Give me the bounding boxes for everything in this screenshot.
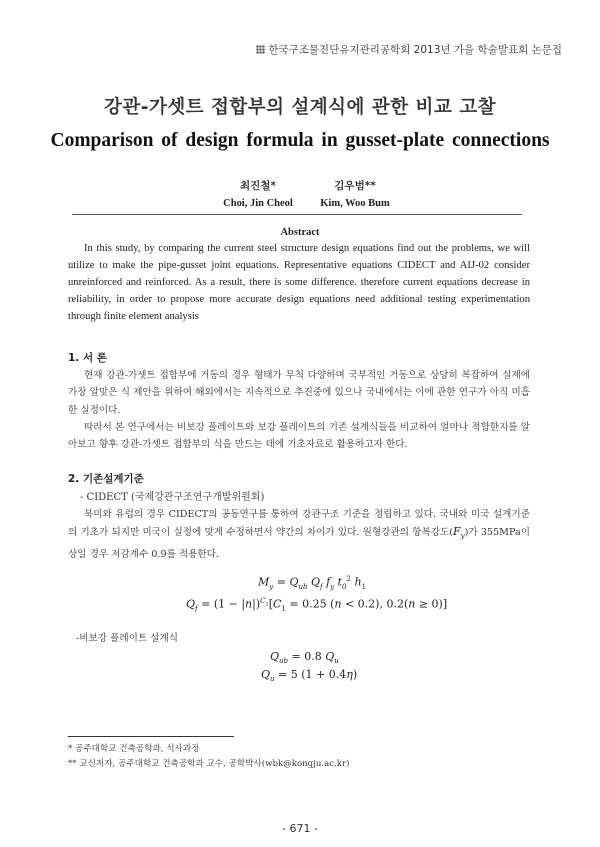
english-title: Comparison of design formula in gusset-plate connections	[50, 130, 550, 151]
section-2-heading: 2. 기존설계기준	[68, 473, 144, 485]
cidect-item: - CIDECT (국제강관구조연구개발위원회)	[80, 492, 265, 503]
running-header	[0, 42, 562, 57]
yield-strength-symbol: $F_y$	[453, 525, 465, 541]
section-1-paragraph-1: 현재 강관-가셋트 접합부에 거동의 경우 형태가 무척 다양하며 국부적인 거동으로 상당히 복잡하여 실제에 가장 알맞은 식 제안을 위하여 해외에서는 지속적으로 추진중에 있으나 국내에서는 이에 관한 연구가 아직 미흡한 실정이다.	[68, 370, 530, 416]
paragraph-part-1: 북미와 유럽의 경우 CIDECT의 공동연구를 통하여 강관구조 기준을 정립하고 있다. 국내와 미국 설계기준의 기초가 되지만 미국이 실정에 맞게 수정하면서 약간의 차이가 있다. 원형강관의 항복강도(	[68, 509, 530, 539]
paragraph-part-2: )가 355MPa이상일 경우 저감계수 0.9를 적용한다.	[68, 527, 530, 560]
section-2-paragraph	[68, 506, 530, 563]
abstract-heading: Abstract	[280, 227, 320, 238]
equation-qub: $Q_{ub} = 0.8$ $Q_u$	[270, 650, 339, 666]
unreinforced-item: -비보강 플레이트 설계식	[76, 633, 179, 644]
header-text: 한국구조물진단유지관리공학회 2013년 가을 학술발표회 논문집	[268, 44, 562, 56]
author-1-english-name: Choi, Jin Cheol	[223, 198, 293, 209]
section-1-paragraph-2: 따라서 본 연구에서는 비보강 플레이트와 보강 플레이트의 기존 설계식들을 비교하여 얼마나 적합한지를 알아보고 향후 강관-가셋트 접합부의 식을 만드는 데에 기초자료로 활용하고자 한다.	[68, 422, 530, 451]
divider-line	[72, 214, 522, 215]
equation-qu: $Q_u = 5$ (1 + 0.4η)	[261, 668, 358, 684]
footnote-1: * 공주대학교 건축공학과, 석사과정	[68, 744, 200, 754]
footnote-rule	[68, 736, 234, 737]
equation-qf: $Q_f = (1 - |n|)^{C_1}[C_1 = 0.25$ (n < 0.2), 0.2(n ≥ 0)]	[186, 597, 448, 613]
footnote-2: ** 교신저자, 공주대학교 건축공학과 교수, 공학박사(wbk@kongju.ac.kr)	[68, 759, 350, 769]
dots-icon	[256, 45, 265, 54]
equation-my: $M_y = Q_{ub}$ $Q_f$ $f_y$ $t_0^2$ $h_1$	[258, 575, 367, 591]
abstract-text: In this study, by comparing the current steel structure design equations find out the problems, we will utilize to make the pipe-gusset joint equations. Representative equations CIDECT and AIJ-02 consider unreinforced and reinforced. As a result, there is some difference. therefore current equations decrease in reliability, in order to propose more accurate design equations need additional testing experimentation through finite element analysis	[68, 243, 530, 322]
author-2-korean-name: 김우범**	[334, 180, 376, 192]
korean-title: 강관-가셋트 접합부의 설계식에 관한 비교 고찰	[104, 97, 496, 118]
author-2-english-name: Kim, Woo Bum	[320, 198, 390, 209]
section-1-heading: 1. 서 론	[68, 352, 107, 364]
author-2	[290, 178, 420, 209]
author-1-korean-name: 최진철*	[240, 180, 276, 192]
page-number: - 671 -	[282, 822, 318, 835]
